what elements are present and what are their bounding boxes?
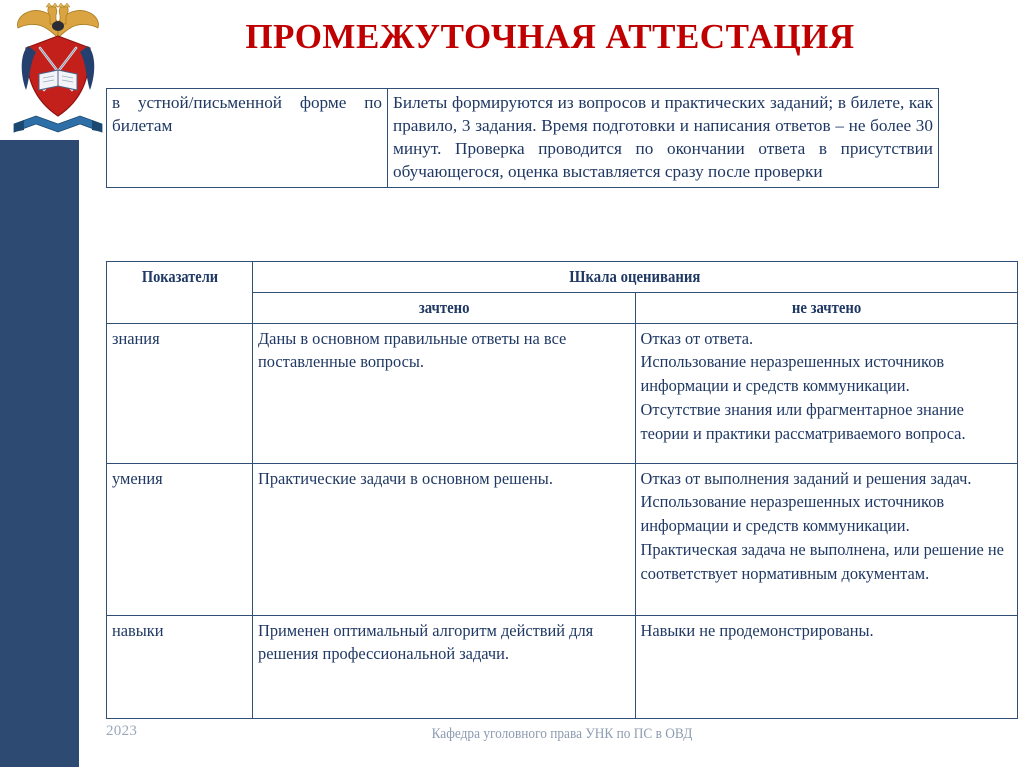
cell-line: Отсутствие знания или фрагментарное знание теории и практики рассматриваемого вопроса. (640, 399, 966, 443)
header-indicators (115, 262, 243, 324)
cell-line: Практическая задача не выполнена, или решение не соответствует нормативным документам. (640, 539, 1004, 583)
cell-abilities-not-passed (635, 615, 1018, 718)
form-description-cell (107, 89, 388, 188)
cell-line: Использование неразрешенных источников информации и средств коммуникации. (640, 492, 945, 536)
table-row (107, 615, 1018, 718)
header-not-passed (635, 292, 1018, 323)
footer-department: Кафедра уголовного права УНК по ПС в ОВД (431, 726, 693, 742)
cell-line: Отказ от выполнения заданий и решения задач. (640, 468, 972, 488)
table-header-row (107, 262, 1018, 293)
attestation-form-table (106, 88, 939, 188)
cell-knowledge-passed (253, 323, 636, 463)
cell-line: Даны в основном правильные ответы на все поставленные вопросы. (258, 328, 567, 372)
table-row (107, 89, 939, 188)
form-description-text: в устной/письменной форме по билетам (112, 93, 382, 135)
header-scale (253, 262, 1018, 293)
cell-line: Практические задачи в основном решены. (258, 468, 553, 488)
mvd-academy-coat-of-arms (6, 2, 110, 140)
table-row (107, 463, 1018, 615)
form-details-cell (388, 89, 939, 188)
cell-knowledge-not-passed (635, 323, 1018, 463)
cell-abilities-passed (253, 615, 636, 718)
header-not-passed-label: не зачтено (791, 297, 861, 317)
footer-year: 2023 (106, 723, 138, 739)
cell-skills-not-passed (635, 463, 1018, 615)
table-row (107, 323, 1018, 463)
row-indicator-knowledge: знания (107, 323, 253, 463)
cell-line: Навыки не продемонстрированы. (640, 620, 874, 640)
left-accent-band (0, 140, 79, 767)
page-title: ПРОМЕЖУТОЧНАЯ АТТЕСТАЦИЯ (245, 17, 855, 56)
header-scale-label: Шкала оценивания (569, 267, 701, 286)
header-passed (253, 292, 636, 323)
cell-line: Отказ от ответа. (640, 328, 754, 348)
grading-scale-table (106, 261, 1018, 719)
cell-line: Применен оптимальный алгоритм действий для решения профессиональной задачи. (258, 620, 594, 664)
cell-skills-passed (253, 463, 636, 615)
row-indicator-abilities: навыки (107, 615, 253, 718)
form-details-text: Билеты формируются из вопросов и практических заданий; в билете, как правило, 3 задания. Время подготовки и написания ответов – не более 30 минут. Проверка проводится по окончании ответа в присутствии обучающегося, оценка выставляется сразу после проверки (393, 93, 933, 181)
row-indicator-skills: умения (107, 463, 253, 615)
header-passed-label: зачтено (418, 297, 470, 317)
header-indicators-label: Показатели (141, 267, 218, 286)
cell-line: Использование неразрешенных источников информации и средств коммуникации. (640, 352, 945, 396)
